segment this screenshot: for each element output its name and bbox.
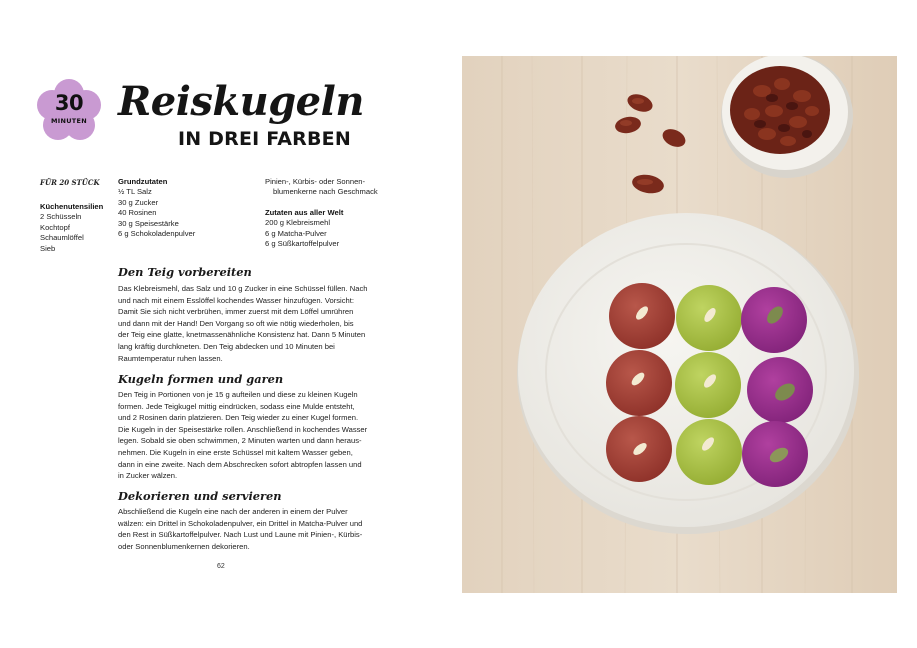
step-heading: Dekorieren und servieren <box>118 489 282 503</box>
recipe-subtitle: IN DREI FARBEN <box>178 128 351 150</box>
utensils-list <box>40 202 103 254</box>
recipe-photo <box>462 56 897 593</box>
time-badge-unit: MINUTEN <box>50 117 88 125</box>
step-line: Damit Sie sich nicht verbrühen, immer zuerst mit dem Löffel umrühren <box>118 307 354 317</box>
step-line: Abschließend die Kugeln eine nach der anderen in einem der Pulver <box>118 507 348 516</box>
step-paragraph <box>118 506 404 552</box>
step-paragraph <box>118 389 404 482</box>
step-line: der Teig eine glatte, knetmassenähnliche Konsistenz hat. Dann 5 Minuten <box>118 330 366 340</box>
utensil-item: Sieb <box>40 243 56 253</box>
recipe-title: Reiskugeln <box>118 78 364 125</box>
step-line: in Zucker wälzen. <box>118 471 178 481</box>
basic-ingredients-heading: Grundzutaten <box>118 177 168 186</box>
step-line: dann in eine zweite. Nach dem Abschrecken sofort abtropfen lassen und <box>118 459 362 469</box>
step-line: wälzen: ein Drittel in Schokoladenpulver, ein Drittel in Matcha-Pulver und <box>118 518 363 528</box>
step-line: oder Sonnenblumenkernen dekorieren. <box>118 541 250 551</box>
step-line: Die Kugeln in der Speisestärke rollen. Anschließend in kochendes Wasser <box>118 424 368 434</box>
utensil-item: Kochtopf <box>40 222 70 232</box>
step-line: lang kräftig durchkneten. Den Teig abdecken und 10 Minuten bei <box>118 341 335 351</box>
step-line: und 2 Rosinen darin platzieren. Den Teig wieder zu einer Kugel formen. <box>118 413 359 423</box>
rice-balls-photo-image <box>462 56 897 593</box>
optional-line: Pinien-, Kürbis- oder Sonnen- <box>265 177 366 186</box>
world-ingredients-list <box>265 208 343 250</box>
step-line: legen. Sobald sie oben schwimmen, 2 Minuten warten und dann heraus- <box>118 436 362 446</box>
page-number: 62 <box>217 563 225 570</box>
ingredient-item: 30 g Speisestärke <box>118 218 179 228</box>
ingredient-item: 40 Rosinen <box>118 208 157 218</box>
ingredient-item: 6 g Matcha-Pulver <box>265 228 327 238</box>
step-heading: Kugeln formen und garen <box>118 372 284 386</box>
utensil-item: 2 Schüsseln <box>40 212 82 222</box>
time-badge-number: 30 <box>54 91 84 115</box>
time-badge <box>36 78 102 142</box>
ingredient-item: 30 g Zucker <box>118 197 159 207</box>
step-line: formen. Jede Teigkugel mittig eindrücken, sodass eine Mulde entsteht, <box>118 401 355 411</box>
optional-ingredients <box>265 177 378 198</box>
ingredient-item: ½ TL Salz <box>118 187 152 197</box>
step-line: nehmen. Die Kugeln in eine erste Schüssel mit kaltem Wasser geben, <box>118 447 353 457</box>
step-paragraph <box>118 283 404 364</box>
ingredient-item: 6 g Süßkartoffelpulver <box>265 239 340 249</box>
step-line: und dann mit der Hand! Den Vorgang so oft wie nötig wiederholen, bis <box>118 318 354 328</box>
basic-ingredients-list <box>118 177 195 239</box>
serving-size: FÜR 20 STÜCK <box>40 178 100 187</box>
step-line: den Rest in Süßkartoffelpulver. Nach Lust und Laune mit Pinien-, Kürbis- <box>118 530 363 540</box>
utensils-heading: Küchenutensilien <box>40 202 104 211</box>
step-heading: Den Teig vorbereiten <box>118 265 252 279</box>
utensil-item: Schaumlöffel <box>40 233 84 243</box>
world-ingredients-heading: Zutaten aus aller Welt <box>265 208 344 217</box>
step-line: und nach mit einem Esslöffel kochendes Wasser hinzufügen. Vorsicht: <box>118 295 354 305</box>
step-line: Das Klebreismehl, das Salz und 10 g Zucker in eine Schüssel füllen. Nach <box>118 284 368 293</box>
optional-line: blumenkerne nach Geschmack <box>273 187 378 197</box>
step-line: Den Teig in Portionen von je 15 g aufteilen und diese zu kleinen Kugeln <box>118 390 358 399</box>
step-line: Raumtemperatur ruhen lassen. <box>118 353 223 363</box>
ingredient-item: 200 g Klebreismehl <box>265 218 331 228</box>
ingredient-item: 6 g Schokoladenpulver <box>118 229 196 239</box>
